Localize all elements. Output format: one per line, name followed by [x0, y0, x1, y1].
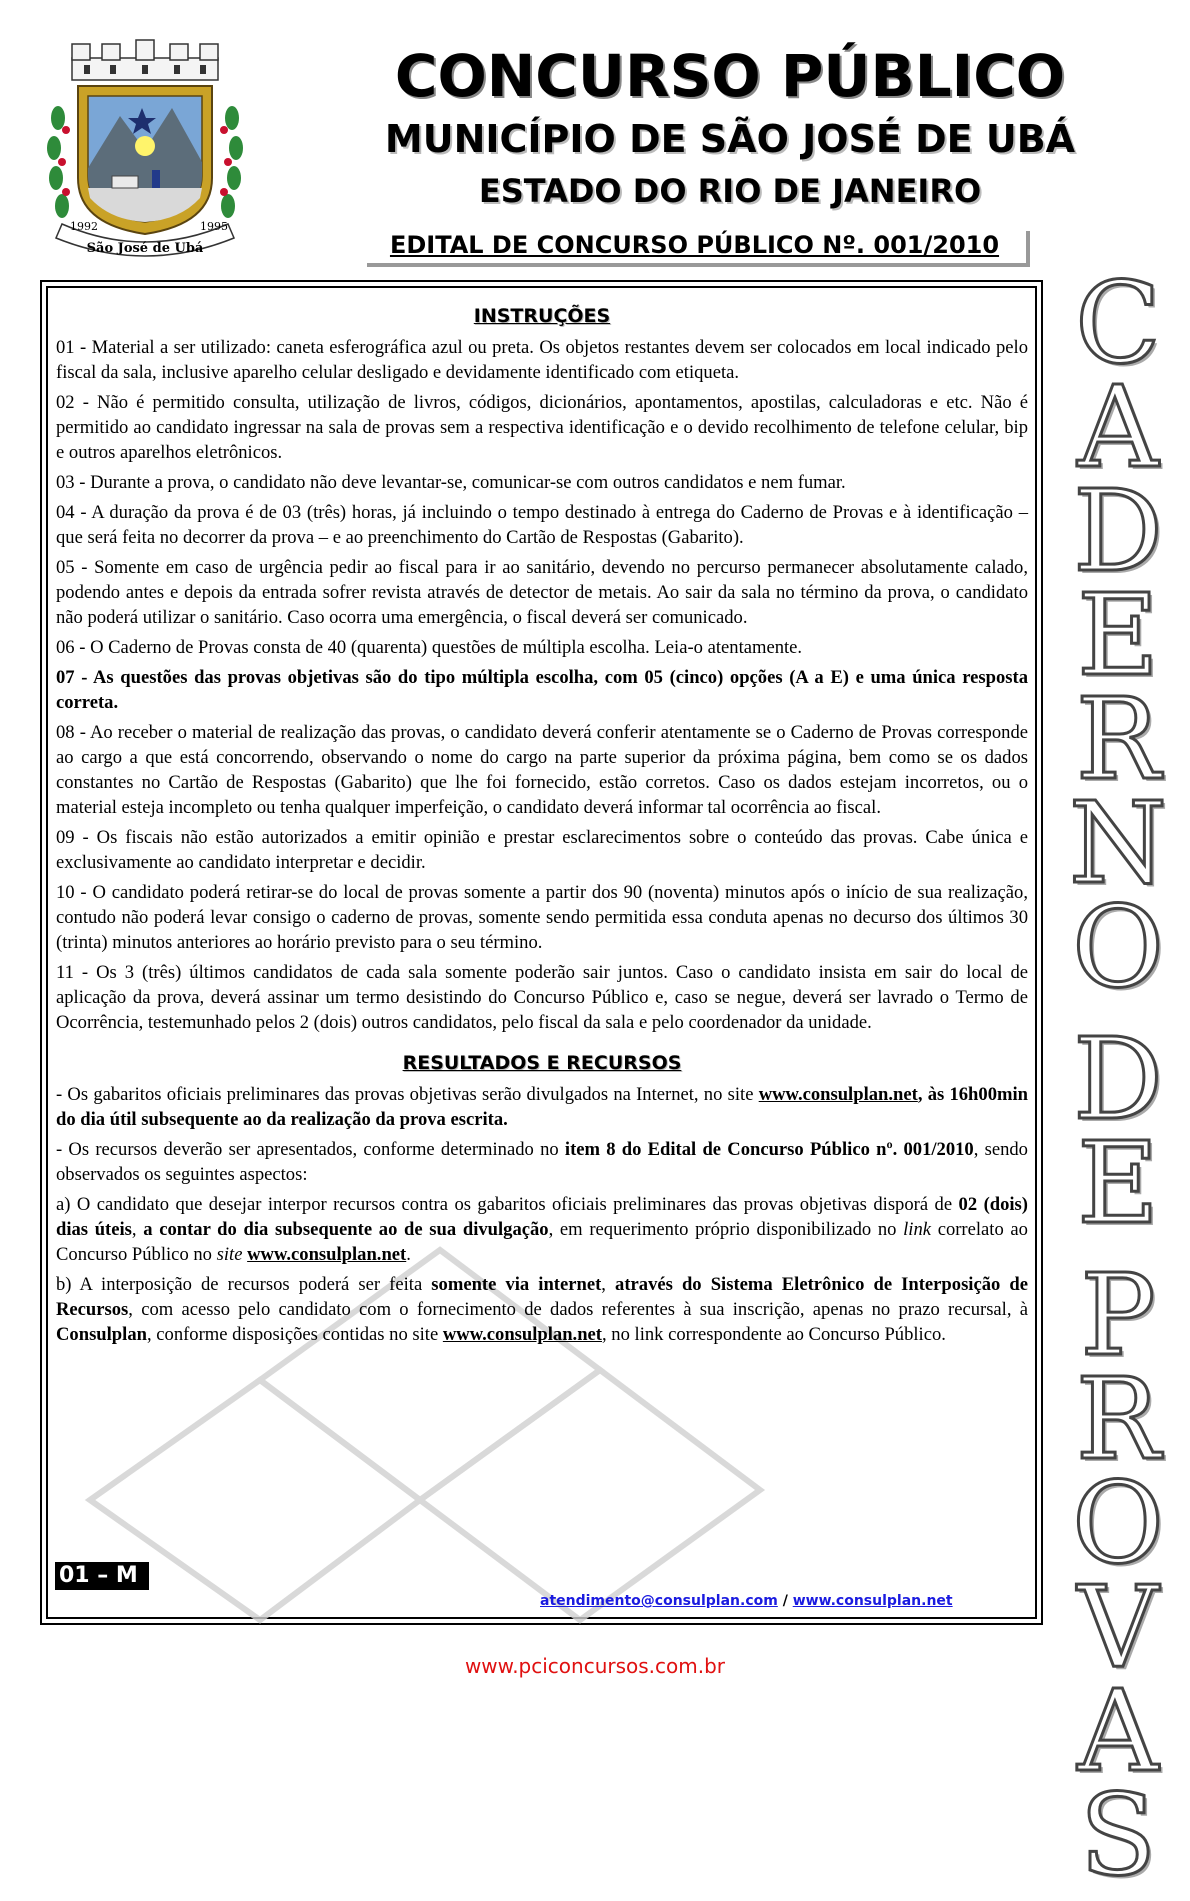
- instruction-item: 04 - A duração da prova é de 03 (três) horas, já incluindo o tempo destinado à entrega do Caderno de Provas e à identificação – que será feita no decorrer da prova – e ao preenchimento do Cartão de Respostas (Gabarito).: [56, 502, 1028, 548]
- side-letter: D: [1073, 1015, 1163, 1145]
- results-paragraph-2: - Os recursos deverão ser apresentados, conforme determinado no item 8 do Edital de Concurso Público nº. 001/2010, sendo observados os seguintes aspectos:: [56, 1139, 1028, 1185]
- side-letter: N: [1069, 779, 1167, 909]
- side-letter: S: [1079, 1771, 1157, 1901]
- instruction-item: 01 - Material a ser utilizado: caneta esferográfica azul ou preta. Os objetos restantes devem ser colocados em local indicado pelo fiscal da sala, inclusive aparelho celular desligado e devidamente identificado com etiqueta.: [56, 337, 1028, 383]
- side-letter: E: [1077, 571, 1159, 701]
- side-letter: A: [1077, 363, 1159, 493]
- instruction-item: 10 - O candidato poderá retirar-se do local de provas somente a partir dos 90 (noventa) minutos após o início de sua realização, contudo não poderá levar consigo o caderno de provas, somente sendo permitida essa conduta apenas no decurso dos últimos 30 (trinta) minutos anteriores ao horário previsto para o seu término.: [56, 882, 1028, 953]
- instruction-item: 02 - Não é permitido consulta, utilização de livros, códigos, dicionários, apontamentos, apostilas, calculadoras e etc. Não é permitido ao candidato ingressar na sala de provas sem a respectiva identificação e o devido recolhimento de telefone celular, bip e outros aparelhos eletrônicos.: [56, 392, 1028, 463]
- svg-text:1995: 1995: [200, 220, 228, 233]
- consulplan-link[interactable]: www.consulplan.net: [247, 1244, 407, 1265]
- side-letter: P: [1080, 1251, 1156, 1381]
- footer-url[interactable]: www.pciconcursos.com.br: [464, 1654, 726, 1678]
- municipality-title: MUNICÍPIO DE SÃO JOSÉ DE UBÁ: [384, 117, 1076, 161]
- instructions-content: [56, 300, 1028, 1352]
- side-title: [1058, 259, 1178, 1901]
- results-paragraph-1: - Os gabaritos oficiais preliminares das provas objetivas serão divulgados na Internet, no site www.consulplan.net, às 16h00min do dia útil subsequente ao da realização da prova escrita.: [56, 1084, 1028, 1130]
- contact-separator: /: [782, 1593, 788, 1609]
- results-paragraph-3: a) O candidato que desejar interpor recursos contra os gabaritos oficiais preliminares das provas objetivas disporá de 02 (dois) dias úteis, a contar do dia subsequente ao de sua divulgação, em requerimento próprio disponibilizado no link correlato ao Concurso Público no site www.consulplan.net.: [56, 1194, 1028, 1265]
- contact-site-link[interactable]: www.consulplan.net: [792, 1593, 953, 1609]
- consulplan-link[interactable]: www.consulplan.net: [758, 1084, 918, 1105]
- state-title: ESTADO DO RIO DE JANEIRO: [478, 172, 982, 210]
- contact-email-link[interactable]: atendimento@consulplan.com: [540, 1593, 778, 1609]
- side-letter: O: [1072, 883, 1164, 1013]
- coat-of-arms-icon: [40, 38, 250, 260]
- instruction-item: 07 - As questões das provas objetivas são do tipo múltipla escolha, com 05 (cinco) opções (A a E) e uma única resposta correta.: [56, 667, 1028, 713]
- instructions-heading: INSTRUÇÕES: [473, 305, 611, 327]
- instruction-item: 11 - Os 3 (três) últimos candidatos de cada sala somente poderão sair juntos. Caso o candidato insista em sair do local de aplicação da prova, deverá assinar um termo desistindo do Concurso Público e, caso se negue, deverá ser lavrado o Termo de Ocorrência, testemunhado pelos 2 (dois) outros candidatos, pelo fiscal da sala e pelo coordenador da unidade.: [56, 962, 1028, 1033]
- svg-text:1992: 1992: [70, 220, 98, 233]
- instruction-item: 03 - Durante a prova, o candidato não deve levantar-se, comunicar-se com outros candidatos e nem fumar.: [56, 472, 846, 493]
- side-letter: A: [1077, 1667, 1159, 1797]
- instruction-item: 06 - O Caderno de Provas consta de 40 (quarenta) questões de múltipla escolha. Leia-o atentamente.: [56, 637, 803, 658]
- contact-line: [540, 1593, 953, 1609]
- exam-code-badge: 01 – M: [55, 1562, 149, 1590]
- edital-title: EDITAL DE CONCURSO PÚBLICO Nº. 001/2010: [363, 227, 1026, 263]
- instruction-item: 08 - Ao receber o material de realização das provas, o candidato deverá conferir atentamente se o Caderno de Provas corresponde ao cargo a que está concorrendo, observando o nome do cargo na parte superior da próxima página, bem como se os dados constantes no Cartão de Respostas (Gabarito) que lhe foi fornecido, estão corretos. Caso os dados estejam incorretos, ou o material esteja incompleto ou tenha qualquer imperfeição, o candidato deverá informar tal ocorrência ao fiscal.: [56, 722, 1028, 818]
- side-letter: R: [1075, 675, 1161, 805]
- side-letter: E: [1077, 1119, 1159, 1249]
- consulplan-link[interactable]: www.consulplan.net: [442, 1324, 602, 1345]
- side-letter: O: [1072, 1459, 1164, 1589]
- side-letter: R: [1075, 1355, 1161, 1485]
- results-heading: RESULTADOS E RECURSOS: [402, 1052, 682, 1074]
- page-title: CONCURSO PÚBLICO: [394, 42, 1066, 110]
- results-paragraph-4: b) A interposição de recursos poderá ser feita somente via internet, através do Sistema Eletrônico de Interposição de Recursos, com acesso pelo candidato com o fornecimento de dados referentes à sua inscrição, apenas no prazo recursal, à Consulplan, conforme disposições contidas no site www.consulplan.net, no link correspondente ao Concurso Público.: [56, 1274, 1029, 1345]
- instruction-item: 05 - Somente em caso de urgência pedir ao fiscal para ir ao sanitário, devendo no percurso permanecer absolutamente calado, podendo antes e depois da entrada sofrer revista através de detector de metais. Ao sair da sala no término da prova, o candidato não poderá utilizar o sanitário. Caso ocorra uma emergência, o fiscal deverá ser comunicado.: [56, 557, 1028, 628]
- side-letter: C: [1075, 259, 1161, 389]
- svg-text:São José de Ubá: São José de Ubá: [86, 241, 204, 256]
- side-letter: D: [1073, 467, 1163, 597]
- side-letter: V: [1077, 1563, 1159, 1693]
- instruction-item: 09 - Os fiscais não estão autorizados a emitir opinião e prestar esclarecimentos sobre o conteúdo das provas. Cabe única e exclusivamente ao candidato interpretar e decidir.: [56, 827, 1028, 873]
